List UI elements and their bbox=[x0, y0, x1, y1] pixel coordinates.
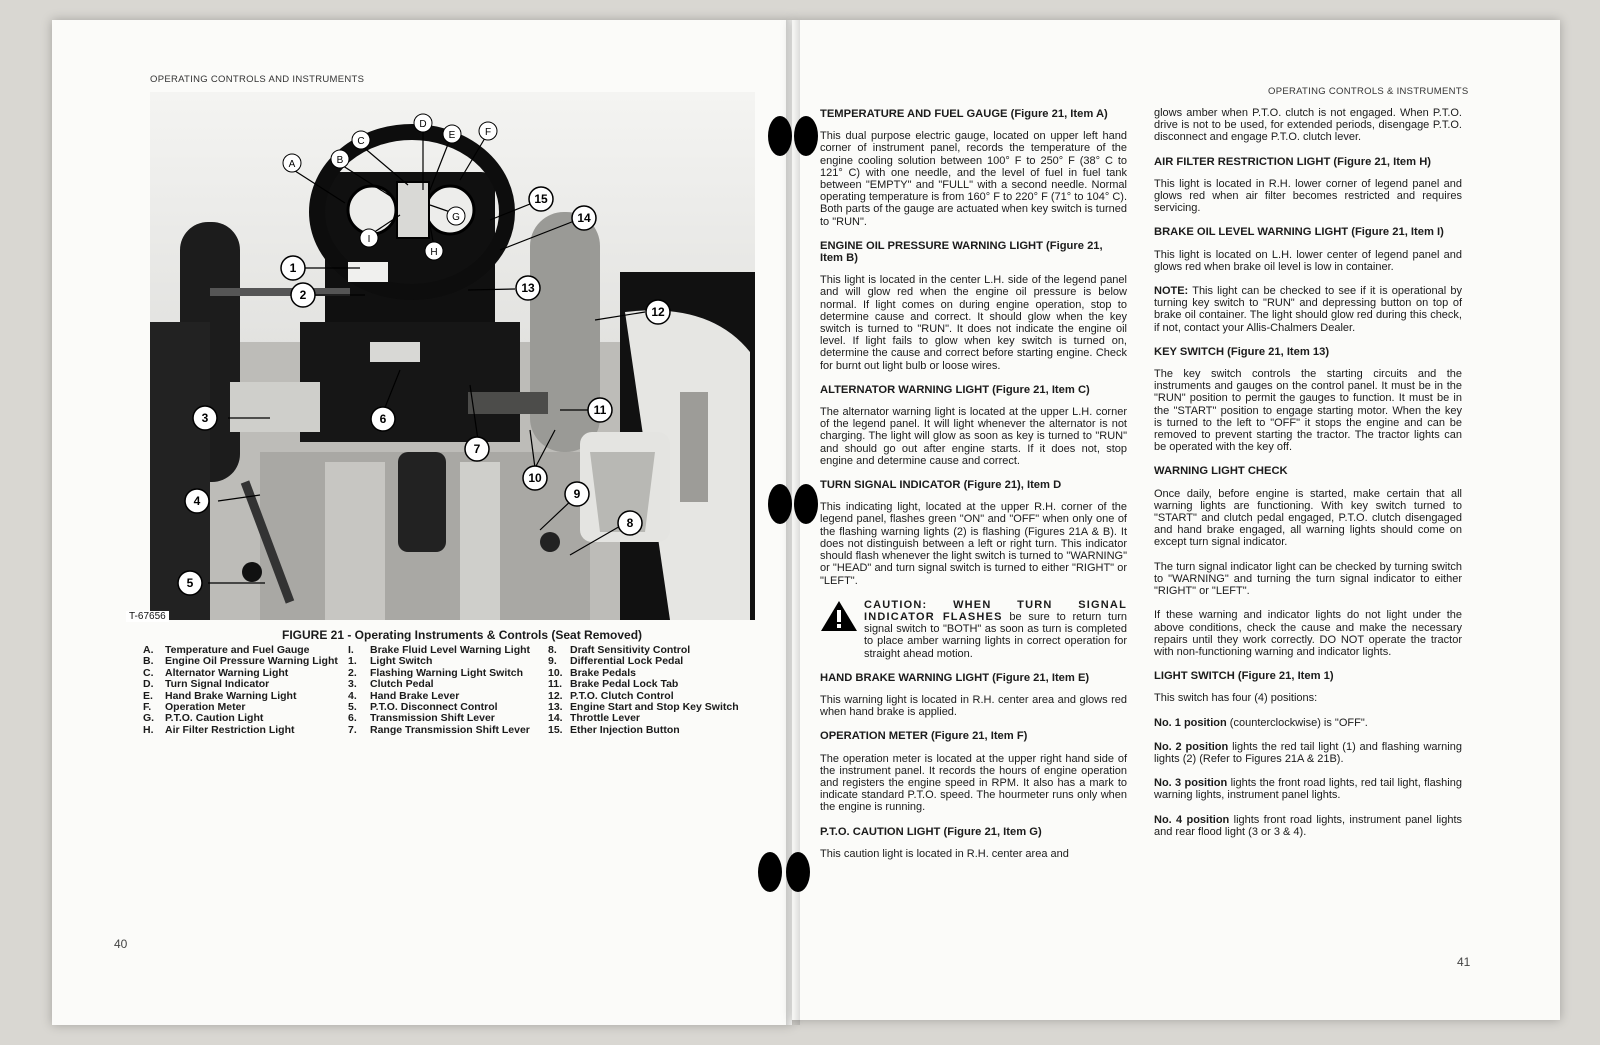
svg-text:15: 15 bbox=[534, 192, 548, 206]
punch-hole bbox=[758, 852, 782, 892]
legend-column-2 bbox=[348, 645, 530, 736]
left-running-head: OPERATING CONTROLS AND INSTRUMENTS bbox=[150, 74, 365, 85]
callout-e bbox=[443, 125, 461, 143]
svg-text:H: H bbox=[430, 247, 438, 258]
svg-text:9: 9 bbox=[573, 487, 581, 501]
section-body: This light is located in the center L.H. side of the legend panel and will glow red when the engine oil pressure is below normal. If light comes on during engine operation, stop to determine cause and correct. It should glow when the key switch is turned to "RUN". It does not indicate the engine oil level. If light fails to glow when key switch is turned on, determine the cause and correct before starting engine. Check for burnt out light bulb or loose wires. bbox=[820, 274, 1127, 372]
svg-text:12: 12 bbox=[651, 305, 665, 319]
legend-item: 3. Clutch Pedal bbox=[348, 678, 434, 691]
section-heading: TEMPERATURE AND FUEL GAUGE (Figure 21, Item A) bbox=[820, 108, 1108, 120]
svg-text:G: G bbox=[452, 212, 460, 223]
section-heading: ALTERNATOR WARNING LIGHT (Figure 21, Item C) bbox=[820, 383, 1090, 396]
callout-6 bbox=[371, 407, 395, 431]
right-page-number: 41 bbox=[1457, 955, 1471, 969]
legend-item: G. P.T.O. Caution Light bbox=[143, 712, 264, 725]
legend-item: H. Air Filter Restriction Light bbox=[143, 723, 295, 736]
svg-text:2: 2 bbox=[299, 288, 307, 302]
svg-text:4: 4 bbox=[193, 494, 201, 508]
section-heading: AIR FILTER RESTRICTION LIGHT (Figure 21, Item H) bbox=[1154, 155, 1431, 168]
callout-5 bbox=[178, 571, 202, 595]
legend-item: I. Brake Fluid Level Warning Light bbox=[348, 644, 531, 656]
section-body: glows amber when P.T.O. clutch is not engaged. When P.T.O. drive is not to be used, for extended periods, disengage P.T.O. disconnect and engage P.T.O. clutch lever. bbox=[1154, 107, 1462, 144]
legend-column-3 bbox=[548, 645, 739, 736]
callout-10 bbox=[523, 466, 547, 490]
svg-text:F: F bbox=[484, 127, 492, 138]
svg-text:13: 13 bbox=[521, 281, 535, 295]
punch-hole bbox=[768, 484, 792, 524]
svg-text:5: 5 bbox=[186, 576, 194, 590]
legend-item: 2. Flashing Warning Light Switch bbox=[348, 666, 524, 679]
callout-b bbox=[331, 150, 349, 168]
callout-a bbox=[283, 154, 301, 172]
callout-c bbox=[352, 131, 370, 149]
section-heading: WARNING LIGHT CHECK bbox=[1154, 465, 1288, 478]
right-column-2 bbox=[1154, 107, 1462, 850]
section-body: The alternator warning light is located at the upper L.H. corner of the legend panel. It will light whenever the alternator is not charging. The light will glow as soon as key is turned to "RUN" and should go out after engine starts. If it does not, stop engine and determine cause and correct. bbox=[820, 406, 1127, 467]
section-body: This warning light is located in R.H. center area and glows red when hand brake is applied. bbox=[820, 693, 1127, 719]
section-body: The turn signal indicator light can be checked by turning switch to "WARNING" and turning the turn signal indicator to either "RIGHT" or "LEFT". bbox=[1154, 560, 1462, 598]
svg-text:A: A bbox=[288, 159, 296, 170]
svg-text:B: B bbox=[336, 155, 344, 166]
legend-item: E. Hand Brake Warning Light bbox=[143, 689, 297, 702]
section-heading: KEY SWITCH (Figure 21, Item 13) bbox=[1154, 345, 1330, 358]
legend-item: D. Turn Signal Indicator bbox=[143, 678, 270, 691]
svg-text:10: 10 bbox=[528, 471, 542, 485]
callout-h bbox=[425, 242, 443, 260]
section-body: This dual purpose electric gauge, located on upper left hand corner of instrument panel, records the temperature of the engine cooling solution between 100° F to 250° F (38° C to 121° C) with one needle, and the level of fuel in fuel tank between "EMPTY" and "FULL" with a second needle. Normal operating temperature is from 160° F to 220° F (71° to 104° C). Both parts of the gauge are actuated when key switch is turned to "RUN". bbox=[820, 130, 1127, 228]
section-heading: OPERATION METER (Figure 21, Item F) bbox=[820, 730, 1028, 743]
legend-item: 4. Hand Brake Lever bbox=[348, 689, 460, 702]
svg-text:3: 3 bbox=[201, 411, 209, 425]
legend-item: 11. Brake Pedal Lock Tab bbox=[548, 678, 679, 691]
svg-text:6: 6 bbox=[379, 412, 387, 426]
callout-4 bbox=[185, 489, 209, 513]
callout-7 bbox=[465, 437, 489, 461]
section-body: This light is located in R.H. lower corner of legend panel and glows red when air filter becomes restricted and requires servicing. bbox=[1154, 177, 1462, 215]
callout-3 bbox=[193, 406, 217, 430]
section-body: This indicating light, located at the upper R.H. corner of the legend panel, flashes green "ON" and "OFF" when only one of the flashing warning lights (2) is flashing (Figures 21A & B). It does not distinguish between a left or right turn. This indicator should flash whenever the light switch is turned to "WARNING" or "HEAD" and turn signal switch is turned to either "RIGHT" or "LEFT". bbox=[820, 501, 1127, 587]
caution-icon bbox=[820, 599, 864, 660]
section-body: The key switch controls the starting circuits and the instruments and gauges on the control panel. It must be in the "RUN" position to permit the gauges to function. It must be in the "START" position to engage starting motor. When the key is turned to the left to "OFF" it stops the engine and can be removed to prevent starting the tractor. The tractor lights can be operated with the key off. bbox=[1154, 368, 1462, 454]
legend-item: 13. Engine Start and Stop Key Switch bbox=[548, 701, 739, 714]
legend-item: 9. Differential Lock Pedal bbox=[548, 655, 684, 668]
callout-i bbox=[360, 229, 378, 247]
right-running-head: OPERATING CONTROLS & INSTRUMENTS bbox=[1268, 86, 1469, 97]
position-item: No. 1 position (counterclockwise) is "OFF". bbox=[1154, 716, 1368, 729]
section-heading: ENGINE OIL PRESSURE WARNING LIGHT (Figure 21, Item B) bbox=[820, 239, 1103, 265]
callout-11 bbox=[588, 398, 612, 422]
svg-text:I: I bbox=[367, 234, 371, 245]
svg-text:E: E bbox=[448, 130, 456, 141]
legend-item: B. Engine Oil Pressure Warning Light bbox=[143, 655, 338, 668]
callout-1 bbox=[281, 256, 305, 280]
position-item: No. 4 position lights front road lights, instrument panel lights and rear flood light (3 or 3 & 4). bbox=[1154, 813, 1462, 838]
callout-13 bbox=[516, 276, 540, 300]
figure-caption: FIGURE 21 - Operating Instruments & Controls (Seat Removed) bbox=[282, 628, 643, 642]
caution-block bbox=[820, 599, 1127, 660]
section-body: This caution light is located in R.H. center area and bbox=[820, 847, 1069, 860]
section-body: The operation meter is located at the upper right hand side of the instrument panel. It records the hours of engine operation and registers the engine speed in RPM. It also has a mark to indicate standard P.T.O. speed. The hourmeter runs only when the engine is running. bbox=[820, 752, 1127, 814]
callout-f bbox=[479, 122, 497, 140]
legend-item: 1. Light Switch bbox=[348, 655, 433, 668]
legend-item: F. Operation Meter bbox=[143, 701, 246, 714]
callout-2 bbox=[291, 283, 315, 307]
punch-hole bbox=[794, 484, 818, 524]
svg-text:1: 1 bbox=[289, 261, 297, 275]
svg-text:14: 14 bbox=[577, 211, 591, 225]
callout-14 bbox=[572, 206, 596, 230]
section-heading: BRAKE OIL LEVEL WARNING LIGHT (Figure 21, Item I) bbox=[1154, 226, 1444, 239]
legend-item: 7. Range Transmission Shift Lever bbox=[348, 723, 530, 736]
photo-id: T-67656 bbox=[126, 611, 169, 622]
legend-column-1 bbox=[143, 645, 338, 736]
svg-text:7: 7 bbox=[473, 442, 481, 456]
section-body: This switch has four (4) positions: bbox=[1154, 692, 1318, 705]
section-heading: P.T.O. CAUTION LIGHT (Figure 21, Item G) bbox=[820, 825, 1042, 838]
note-paragraph: NOTE: This light can be checked to see if it is operational by turning key switch to "RUN" and depressing button on top of brake oil container. The light should glow red during this check, if not, contact your Allis-Chalmers Dealer. bbox=[1154, 285, 1462, 334]
legend-item: C. Alternator Warning Light bbox=[143, 666, 289, 679]
legend-item: 10. Brake Pedals bbox=[548, 666, 636, 679]
callout-12 bbox=[646, 300, 670, 324]
right-column-1 bbox=[820, 108, 1127, 872]
punch-hole bbox=[794, 116, 818, 156]
svg-text:11: 11 bbox=[593, 403, 607, 417]
section-heading: HAND BRAKE WARNING LIGHT (Figure 21, Item E) bbox=[820, 671, 1090, 684]
callout-8 bbox=[618, 511, 642, 535]
callout-15 bbox=[529, 187, 553, 211]
callout-9 bbox=[565, 482, 589, 506]
svg-text:8: 8 bbox=[626, 516, 634, 530]
punch-hole bbox=[768, 116, 792, 156]
section-body: This light is located on L.H. lower center of legend panel and glows red when brake oil level is low in container. bbox=[1154, 248, 1462, 273]
position-item: No. 2 position lights the red tail light (1) and flashing warning lights (2) (Refer to Figures 21A & 21B). bbox=[1154, 740, 1462, 765]
legend-item: 6. Transmission Shift Lever bbox=[348, 712, 495, 725]
legend-item: 5. P.T.O. Disconnect Control bbox=[348, 701, 498, 714]
legend-item: 8. Draft Sensitivity Control bbox=[548, 644, 691, 656]
left-page-number: 40 bbox=[114, 937, 128, 951]
legend-item: 12. P.T.O. Clutch Control bbox=[548, 689, 674, 702]
svg-text:C: C bbox=[357, 136, 365, 147]
section-body: Once daily, before engine is started, make certain that all warning lights are functioning. With key switch turned to "START" and clutch pedal engaged, P.T.O. clutch disengaged and hand brake engaged, all warning lights should come on except turn signal indicator. bbox=[1154, 487, 1462, 549]
caution-text: CAUTION: WHEN TURN SIGNAL INDICATOR FLASHES be sure to return turn signal switch to "BOTH" as soon as turn is completed to place amber warning lights in correct operation for straight ahead motion. bbox=[864, 598, 1127, 660]
punch-hole bbox=[786, 852, 810, 892]
legend-item: 14. Throttle Lever bbox=[548, 712, 641, 725]
callout-g bbox=[447, 207, 465, 225]
position-item: No. 3 position lights the front road lights, red tail light, flashing warning lights, instrument panel lights. bbox=[1154, 777, 1462, 802]
section-body: If these warning and indicator lights do not light under the above conditions, check the cause and make the necessary repairs until they work correctly. DO NOT operate the tractor with non-functioning warning and indicator lights. bbox=[1154, 609, 1462, 658]
callout-d bbox=[414, 114, 432, 132]
svg-text:D: D bbox=[419, 119, 427, 130]
section-heading: LIGHT SWITCH (Figure 21, Item 1) bbox=[1154, 670, 1334, 683]
section-heading: TURN SIGNAL INDICATOR (Figure 21), Item D bbox=[820, 479, 1062, 492]
legend-item: A. Temperature and Fuel Gauge bbox=[143, 644, 310, 656]
legend-item: 15. Ether Injection Button bbox=[548, 723, 680, 736]
